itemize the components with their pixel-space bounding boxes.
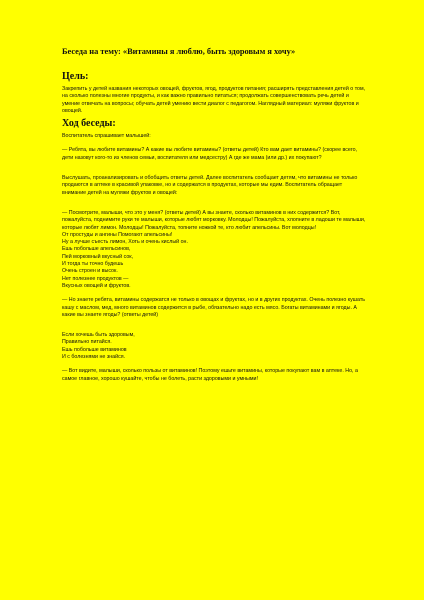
intro-text: Воспитатель спрашивает малышей: [62, 133, 151, 140]
poem-2 [62, 332, 366, 361]
document-title: Беседа на тему: «Витамины я люблю, быть здоровым я хочу» [62, 47, 296, 56]
paragraph-3: — Посмотрите, малыши, что это у меня? (ответы детей) А вы знаете, сколько витаминов в них содержится? Вот, пожалуйста, поднимите руки те малыши, которые любят морковку. Молодцы! Пожалуйста, хлопните в ладоши те малыши, которые любят лимон. Молодцы! Пожалуйста, топните ножкой те, кто любит апельсины. Вот молодцы! [62, 209, 366, 231]
poem-2-line: Если хочешь быть здоровым, [62, 332, 135, 339]
poem-1-line: И тогда ты точно будешь [62, 261, 124, 268]
document-page [62, 46, 366, 383]
paragraph-5: — Вот видите, малыши, сколько пользы от витаминов! Поэтому ешьте витамины, которые покупают вам в аптеке. Но, а самое главное, хорошо кушайте, чтобы не болеть, расти здоровыми и умными! [62, 368, 358, 382]
paragraph-2: Выслушать, проанализировать и обобщить ответы детей. Далее воспитатель сообщает детям, что витамины не только продаются в аптеке в красивой упаковке, но и содержатся в продуктах, которые мы едим. Воспитатель обращает внимание детей на муляжи фруктов и овощей: [62, 175, 358, 196]
paragraph-1: — Ребята, вы любите витамины? А какие вы любите витамины? (ответы детей) Кто вам дает витамины? (скорее всего, дети назовут кого-то из членов семьи, воспитателя или медсестру) А где же мама (или др.) их покупают? [62, 147, 358, 161]
poem-1-line: Ну а лучше съесть лимон, Хоть и очень кислый он. [62, 239, 188, 246]
poem-1-line: Пей морковный вкусный сок, [62, 253, 134, 260]
goal-text: Закрепить у детей названия некоторых овощей, фруктов, ягод, продуктов питания; расширять представления детей о том, на сколько полезны многие продукты, и как важно правильно питаться; продолжать совершенствовать речь детей и умение отвечать на вопросы; обучать детей умению вести диалог с педагогом. Наглядный материал: муляжи фруктов и овощей. [62, 86, 366, 114]
paragraph-4: — Но знаете ребята, витамины содержатся не только в овощах и фруктах, но и в других продуктах. Очень полезно кушать кашу с маслом, мед, много витаминов содержится в рыбе, обязательно надо есть мясо. Богаты витаминами и ягоды. А какие вы знаете ягоды? (ответы детей) [62, 297, 366, 318]
poem-1-line: От простуды и ангины Помогают апельсины! [62, 231, 173, 238]
poem-1-line: Ешь побольше апельсинов, [62, 246, 131, 253]
poem-1-line: Вкусных овощей и фруктов. [62, 282, 131, 289]
poem-2-line: Правильно питайся. [62, 339, 112, 346]
poem-1 [62, 232, 366, 290]
poem-1-line: Нет полезнее продуктов — [62, 275, 129, 282]
course-heading: Ход беседы: [62, 118, 116, 130]
poem-1-line: Очень строен и высок. [62, 268, 118, 275]
poem-2-line: И с болезнями не знайся. [62, 354, 126, 361]
poem-2-line: Ешь побольше витаминов [62, 346, 127, 353]
goal-heading: Цель: [62, 71, 89, 82]
